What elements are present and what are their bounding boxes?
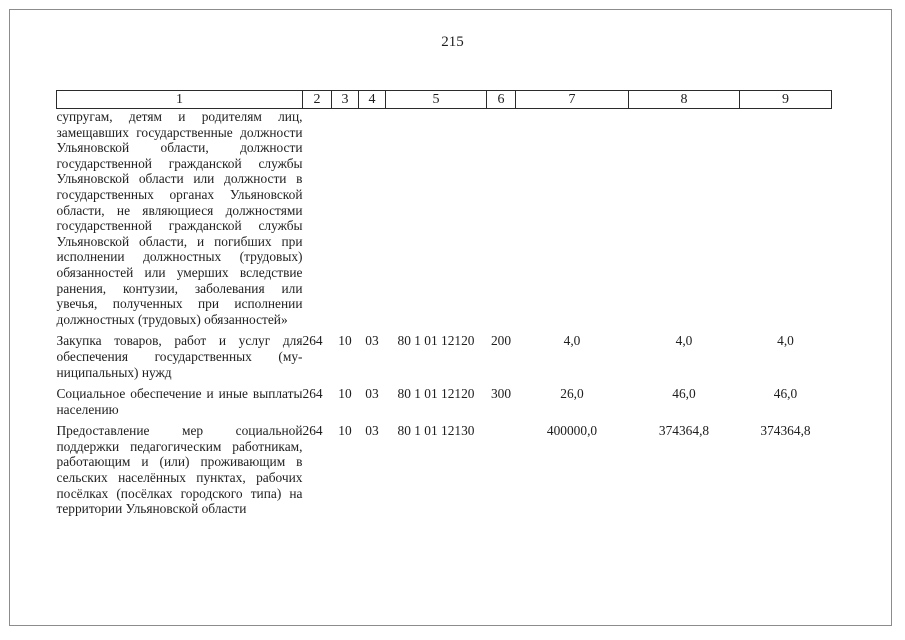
table-row — [57, 386, 832, 423]
row-subsection-code: 03 — [365, 386, 379, 402]
row-description: супругам, детям и родителям лиц, замещавших государственные должности Ульяновской области, должности государственной гражданской службы Ульяновской области или должности в государственных органах Ульяновской области, не являющиеся должностями государственной гражданской службы Ульяновской области, и погибших при исполнении должностных (трудовых) обязанностей или умерших вследствие ранения, контузии, заболевания или увечья, полученных при исполнении должностных (трудовых) обязанностей» — [56, 109, 303, 327]
row-section-code — [332, 109, 359, 334]
row-amount-col-9 — [740, 109, 832, 334]
table-row — [57, 109, 832, 334]
row-subsection-code: 03 — [365, 333, 379, 349]
budget-table — [56, 90, 832, 517]
row-amount-col-9: 46,0 — [773, 386, 798, 402]
row-amount-col-7: 4,0 — [563, 333, 581, 349]
row-section-code: 10 — [338, 333, 352, 349]
row-amount-col-8: 4,0 — [675, 333, 693, 349]
header-col-6: 6 — [487, 91, 516, 109]
row-expense-type: 200 — [490, 333, 512, 349]
header-col-2: 2 — [303, 91, 332, 109]
header-col-1: 1 — [57, 91, 303, 109]
header-col-7: 7 — [516, 91, 629, 109]
row-ministry-code: 264 — [302, 333, 323, 349]
table-row — [57, 423, 832, 517]
header-col-3: 3 — [332, 91, 359, 109]
header-col-5: 5 — [386, 91, 487, 109]
row-target-code — [386, 109, 487, 334]
page-number: 215 — [441, 34, 464, 50]
row-amount-col-8 — [629, 109, 740, 334]
row-ministry-code — [303, 109, 332, 334]
row-subsection-code — [359, 109, 386, 334]
row-section-code: 10 — [338, 423, 352, 439]
row-section-code: 10 — [338, 386, 352, 402]
row-subsection-code: 03 — [365, 423, 379, 439]
row-ministry-code: 264 — [302, 386, 323, 402]
row-amount-col-8: 46,0 — [672, 386, 696, 402]
row-expense-type — [487, 109, 516, 334]
row-expense-type — [487, 423, 516, 517]
row-target-code: 80 1 01 12120 — [397, 386, 475, 402]
row-amount-col-7: 26,0 — [560, 386, 584, 402]
row-ministry-code: 264 — [302, 423, 323, 439]
table-row — [57, 333, 832, 386]
row-amount-col-9: 4,0 — [777, 333, 794, 349]
row-amount-col-7 — [516, 109, 629, 334]
header-col-8: 8 — [629, 91, 740, 109]
row-target-code: 80 1 01 12120 — [397, 333, 475, 349]
table-header-row — [57, 91, 832, 109]
row-target-code: 80 1 01 12130 — [397, 423, 475, 439]
row-description: Закупка товаров, работ и услуг для обеспечения государственных (муниципальных) нужд — [56, 333, 303, 380]
row-expense-type: 300 — [490, 386, 512, 402]
row-description: Социальное обеспечение и иные выплаты населению — [56, 386, 303, 417]
row-amount-col-7: 400000,0 — [546, 423, 598, 439]
row-description: Предоставление мер социальной поддержки педагогическим работникам, работающим и (или) проживающим в сельских населённых пунктах, рабочих посёлках (посёлках городского типа) на территории Ульяновской области — [56, 423, 303, 517]
row-amount-col-8: 374364,8 — [658, 423, 710, 439]
row-amount-col-9: 374364,8 — [760, 423, 811, 439]
header-col-9: 9 — [740, 91, 832, 109]
header-col-4: 4 — [359, 91, 386, 109]
